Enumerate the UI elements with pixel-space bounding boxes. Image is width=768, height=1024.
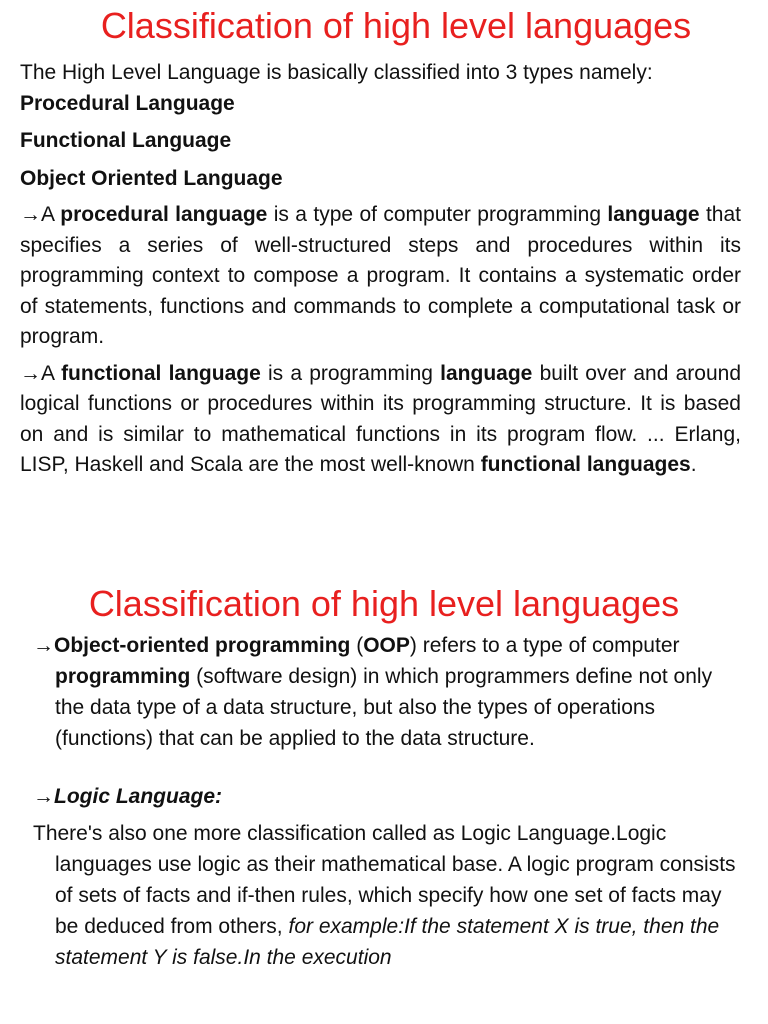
slide-title: Classification of high level languages	[88, 583, 680, 624]
term-functional-language: functional language	[61, 361, 261, 385]
logic-language-heading: Logic Language:	[54, 785, 222, 808]
arrow-icon: →	[20, 203, 41, 226]
slide-title: Classification of high level languages	[100, 5, 692, 46]
text: that specifies a series of well-structured steps and procedures within its programming context to compose a program. It contains a systematic order of statements, functions and commands to complete a computational task or program.	[20, 203, 741, 348]
text: A	[41, 203, 61, 226]
text: ) refers to a type of computer	[409, 634, 680, 657]
slide-body	[20, 58, 741, 481]
text: .	[690, 453, 697, 476]
text: A	[41, 361, 62, 385]
text: (software design) in which programmers define not only the data type of a data structure, but also the types of operations (functions) that can be applied to the data structure.	[55, 665, 713, 750]
slide-body	[33, 630, 745, 973]
functional-paragraph	[20, 359, 741, 481]
term-language: language	[607, 203, 700, 226]
arrow-icon: →	[33, 634, 54, 657]
logic-heading	[33, 781, 745, 812]
intro-text: The High Level Language is basically classified into 3 types namely:	[20, 61, 653, 84]
term-programming: programming	[55, 665, 191, 688]
term-oop: OOP	[363, 634, 410, 657]
slide-oop-logic	[0, 578, 768, 1024]
procedural-paragraph	[20, 200, 741, 353]
term-oop-full: Object-oriented programming	[54, 634, 351, 657]
arrow-icon: →	[20, 361, 41, 385]
term-procedural-language: procedural language	[60, 203, 268, 226]
logic-example: for example:If the statement X is true, then the statement Y is false.In the execution	[55, 915, 720, 969]
arrow-icon: →	[33, 785, 54, 808]
text: is a programming	[260, 361, 441, 385]
type-procedural: Procedural Language	[20, 91, 235, 115]
text: There's also one more classification called as Logic Language.Logic languages use logic as their mathematical base. A logic program consists of sets of facts and if-then rules, which specify how one set of facts may be deduced from others,	[33, 822, 736, 938]
oop-paragraph	[33, 630, 745, 754]
text: is a type of computer programming	[267, 203, 608, 226]
text: built over and around logical functions or procedures within its programming structure. It is based on and is similar to mathematical functions in its program flow. ... Erlang, LISP, Haskell and Scala are the most well-known	[20, 361, 741, 476]
type-functional: Functional Language	[20, 129, 232, 152]
term-language: language	[440, 361, 533, 385]
text: (	[350, 634, 364, 657]
term-functional-languages: functional languages	[480, 453, 691, 476]
logic-paragraph	[33, 818, 745, 973]
type-object-oriented: Object Oriented Language	[20, 166, 283, 190]
